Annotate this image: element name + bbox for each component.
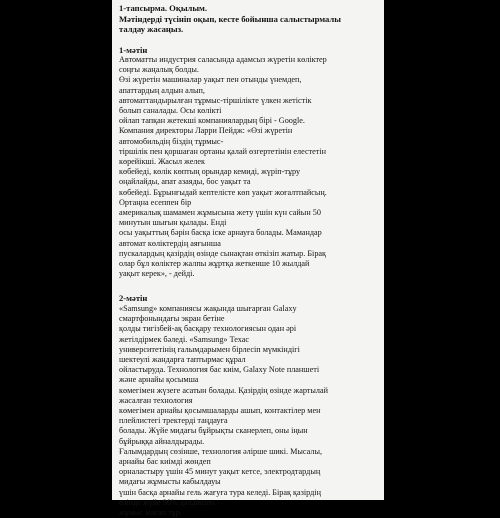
document-page — [112, 0, 384, 518]
task-instruction: Мәтіндерді түсініп оқып, кесте бойынша салыстырмалы талдау жасаңыз. — [119, 13, 341, 34]
text1-heading: 1-мәтін — [119, 44, 148, 55]
text2-heading: 2-мәтін — [119, 293, 148, 304]
text1-body: Автоматты индустрия саласында адамсыз жүретін көліктер соңғы жаңалық болды. Өзі жүретін машиналар уақыт пен отынды үнемдеп, апаттардың алдын алып, автоматтандырылған тұрмыс-тіршілікте үлкен жетістік болып саналады. Осы көлікті ойлап тапқан жетекші компаниялардың бірі - Google. Компания директоры Ларри Пейдж: «Өзі жүретін автомобильдің біздің тұрмыс- тіршілік пен қоршаған ортаны қалай өзгертетінін елестетін көрейікші. Жасыл желек көбейеді, көлік көптың орындар кемиді, жүріп-тұру оңайлайды, апат азаяды, бос уақыт та көбейеді. Бұрынғыдай кептелісте көп уақыт жоғалтпайсың. Ортаңна есеппен бір америкалық шамамен жұмысына жету үшін күн сайын 50 минутын шығын қылады. Енді осы уақыттың бәрін басқа іске арнауға болады. Мамандар автомат көліктердің аяғынша пускалардың қазірдің өзінде сынақтан өткізіп жатыр. Бірақ олар бұл көліктер жалпы жұртқа жеткенше 10 жылдай уақыт керек», - дейді. — [119, 55, 327, 279]
text2-body: «Samsung» компаниясы жақында шығарған Galaxy смартфонындағы экран бетіне қолды тигізбей-ақ басқару технологиясын одан әрі жетілдірмек бәледі. «Samsung» Техас университетінің ғалымдарымен бірлесіп мүмкіндігі шектеулі жандарға таптырмас құрал ойластыруда. Технология бас киім, Galaxy Note планшеті және арнайы қосымша көмегімен жүзеге асатын болады. Қазірдің өзінде жартылай жасалған технология көмегімен арнайы қосымшаларды ашып, контактілер мен плейлистегі тректерді таңдауға болады. Жүйе мидағы бұйрықты сканерлеп, оны іңын бұйрыққа айналдырады. Ғалымдардың сөзінше, технология әлірше шикі. Мысалы, арнайы бас киімді жөндеп орналастыру үшін 45 минут уақыт кетсе, электродтардың мидағы жұмысты кабылдауы үшін басқа арнайы гель жағуға тура келеді. Бірақ қазірдің өзінде жүйе 90% дәлдікпен жұмыс жасап тұр. — [119, 303, 328, 518]
spacer — [119, 279, 384, 293]
spacer — [119, 35, 384, 45]
task-title: 1-тапсырма. Оқылым. — [119, 3, 208, 13]
